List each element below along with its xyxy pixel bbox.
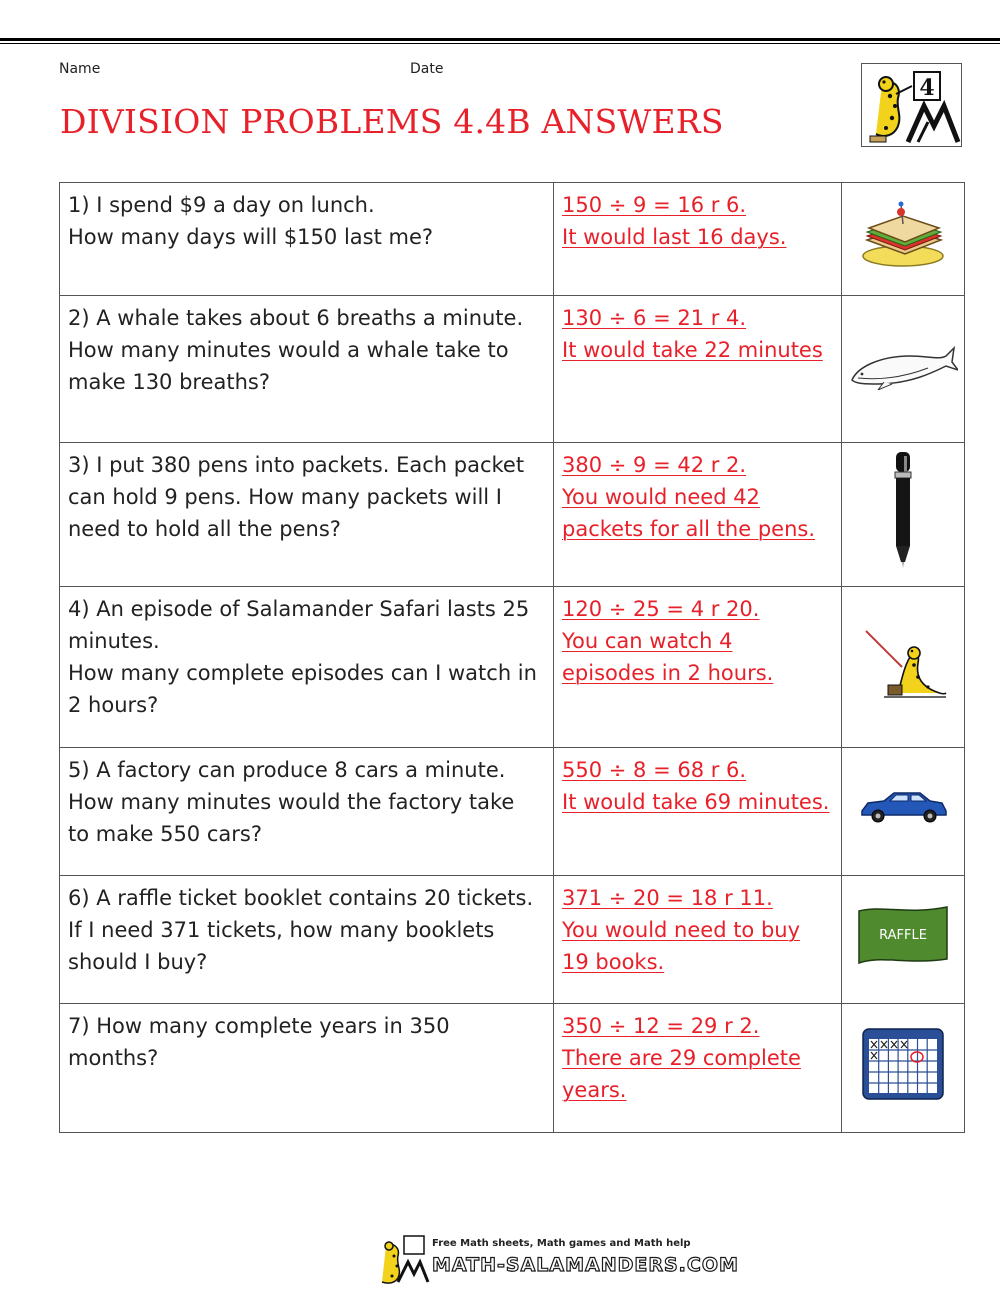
answer-line: You can watch 4	[562, 629, 733, 653]
image-cell	[842, 748, 965, 876]
salamander-icon	[858, 623, 948, 703]
answer-cell	[554, 183, 842, 296]
answer-cell	[554, 748, 842, 876]
answer-line: It would take 22 minutes	[562, 338, 823, 362]
table-row	[60, 748, 965, 876]
raffle-label: RAFFLE	[879, 928, 927, 943]
answer-line: 350 ÷ 12 = 29 r 2.	[562, 1014, 760, 1038]
answer-line: packets for all the pens.	[562, 517, 816, 541]
question-cell	[60, 1004, 554, 1133]
name-label: Name	[59, 61, 101, 77]
answer-line: 550 ÷ 8 = 68 r 6.	[562, 758, 747, 782]
answer-line: You would need to buy	[562, 918, 801, 942]
calendar-icon	[861, 1027, 945, 1101]
question-line: How many complete episodes can I watch in	[68, 661, 537, 685]
answer-line: 130 ÷ 6 = 21 r 4.	[562, 306, 747, 330]
date-label: Date	[410, 61, 444, 77]
question-line: 6) A raffle ticket booklet contains 20 tickets.	[68, 886, 534, 910]
question-line: need to hold all the pens?	[68, 517, 341, 541]
question-line: minutes.	[68, 629, 160, 653]
question-cell	[60, 587, 554, 748]
image-cell	[842, 876, 965, 1004]
question-line: make 130 breaths?	[68, 370, 271, 394]
answer-line: It would take 69 minutes.	[562, 790, 830, 814]
answer-line: 150 ÷ 9 = 16 r 6.	[562, 193, 747, 217]
question-line: How many minutes would the factory take	[68, 790, 515, 814]
answer-cell	[554, 876, 842, 1004]
table-row	[60, 587, 965, 748]
answer-cell	[554, 296, 842, 443]
question-cell	[60, 296, 554, 443]
question-line: 1) I spend $9 a day on lunch.	[68, 193, 375, 217]
question-line: 3) I put 380 pens into packets. Each packet	[68, 453, 525, 477]
question-line: 4) An episode of Salamander Safari lasts 25	[68, 597, 530, 621]
image-cell	[842, 296, 965, 443]
pen-icon	[891, 450, 915, 570]
answer-cell	[554, 443, 842, 587]
whale-icon	[848, 340, 958, 390]
answer-line: There are 29 complete	[562, 1046, 801, 1070]
page-title: DIVISION PROBLEMS 4.4B ANSWERS	[60, 102, 724, 141]
question-cell	[60, 443, 554, 587]
top-rule	[0, 38, 1000, 44]
sandwich-icon	[861, 200, 945, 270]
question-cell	[60, 748, 554, 876]
question-line: How many days will $150 last me?	[68, 225, 434, 249]
table-row	[60, 296, 965, 443]
question-line: 5) A factory can produce 8 cars a minute.	[68, 758, 506, 782]
image-cell	[842, 443, 965, 587]
footer-site-link[interactable]: MATH-SALAMANDERS.COM	[432, 1254, 739, 1276]
image-cell	[842, 587, 965, 748]
problems-table	[59, 182, 965, 1133]
table-row	[60, 183, 965, 296]
image-cell	[842, 183, 965, 296]
question-line: 2) A whale takes about 6 breaths a minute.	[68, 306, 524, 330]
answer-line: 19 books.	[562, 950, 665, 974]
question-line: can hold 9 pens. How many packets will I	[68, 485, 502, 509]
grade-logo	[861, 63, 962, 147]
answer-line: It would last 16 days.	[562, 225, 787, 249]
table-row	[60, 876, 965, 1004]
car-icon	[858, 789, 948, 825]
question-cell	[60, 876, 554, 1004]
salamander-mascot-icon	[378, 1234, 430, 1286]
answer-line: episodes in 2 hours.	[562, 661, 774, 685]
answer-line: years.	[562, 1078, 627, 1102]
raffle-ticket-icon	[855, 903, 951, 967]
question-line: How many minutes would a whale take to	[68, 338, 509, 362]
grade-number: 4	[919, 75, 935, 101]
table-row	[60, 443, 965, 587]
table-row	[60, 1004, 965, 1133]
question-line: should I buy?	[68, 950, 208, 974]
question-line: If I need 371 tickets, how many booklets	[68, 918, 495, 942]
answer-line: You would need 42	[562, 485, 760, 509]
question-line: months?	[68, 1046, 159, 1070]
answer-cell	[554, 1004, 842, 1133]
question-cell	[60, 183, 554, 296]
answer-line: 371 ÷ 20 = 18 r 11.	[562, 886, 773, 910]
answer-cell	[554, 587, 842, 748]
footer-tagline: Free Math sheets, Math games and Math help	[432, 1238, 691, 1249]
answer-line: 380 ÷ 9 = 42 r 2.	[562, 453, 747, 477]
image-cell	[842, 1004, 965, 1133]
question-line: 7) How many complete years in 350	[68, 1014, 450, 1038]
answer-line: 120 ÷ 25 = 4 r 20.	[562, 597, 760, 621]
question-line: 2 hours?	[68, 693, 159, 717]
question-line: to make 550 cars?	[68, 822, 262, 846]
salamander-grade-icon	[862, 64, 961, 146]
